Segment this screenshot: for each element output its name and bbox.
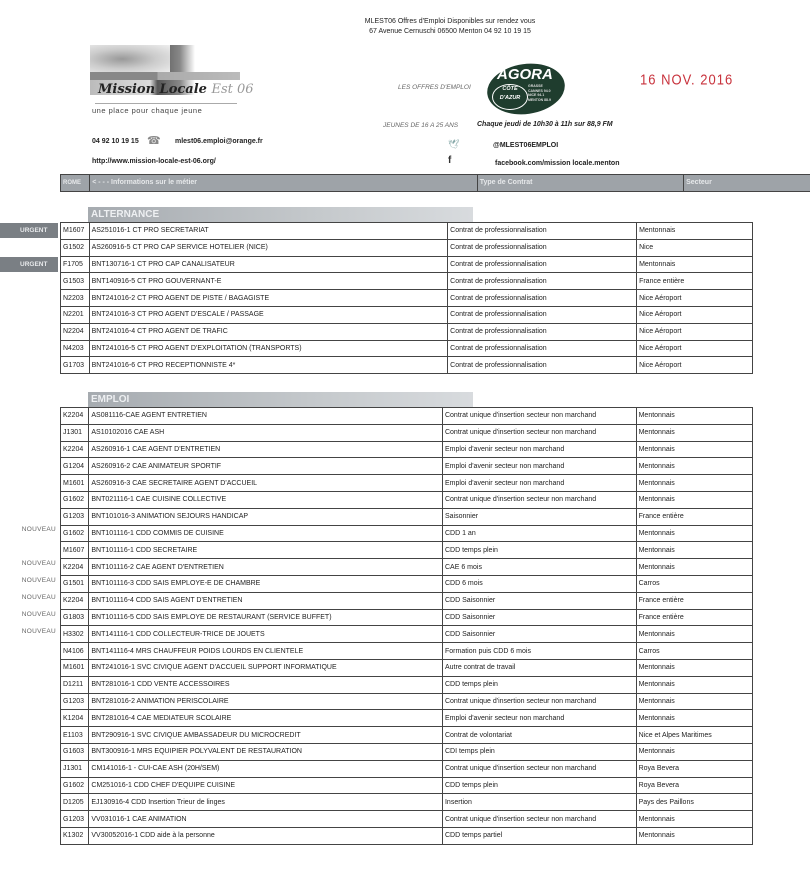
cell-rome: M1601 <box>61 475 89 492</box>
table-row <box>61 340 753 357</box>
phone-icon: ☎ <box>147 135 161 147</box>
cell-contract: Saisonnier <box>442 508 636 525</box>
cell-rome: D1211 <box>61 676 89 693</box>
table-row <box>61 777 753 794</box>
cell-info: AS10102016 CAE ASH <box>89 424 443 441</box>
table-row <box>61 223 753 240</box>
agora-city: GRASSE <box>528 84 543 88</box>
cell-contract: CDI temps plein <box>442 743 636 760</box>
table-row <box>61 542 753 559</box>
table-row <box>61 441 753 458</box>
cell-rome: K2204 <box>61 408 89 425</box>
cell-info: EJ130916-4 CDD Insertion Trieur de linges <box>89 794 443 811</box>
cell-contract: Emploi d'avenir secteur non marchand <box>442 710 636 727</box>
cell-contract: Contrat unique d'insertion secteur non marchand <box>442 760 636 777</box>
table-row <box>61 458 753 475</box>
cell-contract: Emploi d'avenir secteur non marchand <box>442 458 636 475</box>
logo-title <box>98 82 254 97</box>
cell-rome: J1301 <box>61 424 89 441</box>
cell-contract: Formation puis CDD 6 mois <box>442 643 636 660</box>
cell-contract: Contrat unique d'insertion secteur non marchand <box>442 408 636 425</box>
cell-contract: Contrat de volontariat <box>442 727 636 744</box>
cell-info: BNT101016-3 ANIMATION SEJOURS HANDICAP <box>89 508 443 525</box>
logo-photo <box>90 45 170 73</box>
table-row <box>61 710 753 727</box>
table-row <box>61 760 753 777</box>
agora-sub-1: CÔTE <box>502 86 518 92</box>
logo-title-main: Mission Locale <box>98 82 207 97</box>
table-row <box>61 743 753 760</box>
cell-info: CM251016-1 CDD CHEF D'EQUIPE CUISINE <box>89 777 443 794</box>
cell-sector: France entière <box>636 609 752 626</box>
contact-phone: 04 92 10 19 15 <box>92 138 139 145</box>
cell-contract: Insertion <box>442 794 636 811</box>
logo-title-accent: Est 06 <box>211 82 254 97</box>
header-line-2: 67 Avenue Cernuschi 06500 Menton 04 92 10 19 15 <box>369 28 531 35</box>
cell-sector: Mentonnais <box>636 743 752 760</box>
cell-info: BNT141116-4 MRS CHAUFFEUR POIDS LOURDS EN CLIENTELE <box>89 643 443 660</box>
cell-sector: Nice <box>637 239 753 256</box>
agora-cities <box>528 84 551 102</box>
cell-info: AS260916-1 CAE AGENT D'ENTRETIEN <box>89 441 443 458</box>
col-header-contract: Type de Contrat <box>477 175 683 192</box>
table-row <box>61 559 753 576</box>
cell-info: BNT241016-1 SVC CIVIQUE AGENT D'ACCUEIL SUPPORT INFORMATIQUE <box>89 659 443 676</box>
cell-contract: CDD 6 mois <box>442 575 636 592</box>
cell-info: BNT140916-5 CT PRO GOUVERNANT-E <box>89 273 448 290</box>
cell-sector: Mentonnais <box>636 676 752 693</box>
cell-info: BNT101116-4 CDD SAIS AGENT D'ENTRETIEN <box>89 592 443 609</box>
header-row <box>61 175 810 192</box>
cell-info: BNT241016-4 CT PRO AGENT DE TRAFIC <box>89 323 448 340</box>
cell-contract: CDD temps partiel <box>442 827 636 844</box>
cell-sector: Mentonnais <box>636 710 752 727</box>
date-stamp: 16 NOV. 2016 <box>640 71 734 88</box>
logo-band <box>90 72 240 80</box>
cell-rome: G1602 <box>61 491 89 508</box>
cell-contract: Contrat de professionnalisation <box>448 306 637 323</box>
cell-sector: Mentonnais <box>636 811 752 828</box>
contact-email[interactable]: mlest06.emploi@orange.fr <box>175 138 263 145</box>
cell-sector: Mentonnais <box>637 223 753 240</box>
cell-contract: Contrat unique d'insertion secteur non marchand <box>442 811 636 828</box>
cell-rome: N4203 <box>61 340 90 357</box>
cell-contract: CDD Saisonnier <box>442 609 636 626</box>
cell-info: VV031016-1 CAE ANIMATION <box>89 811 443 828</box>
cell-contract: CDD 1 an <box>442 525 636 542</box>
cell-info: AS260916-5 CT PRO CAP SERVICE HOTELIER (NICE) <box>89 239 448 256</box>
table-row <box>61 811 753 828</box>
cell-rome: G1603 <box>61 743 89 760</box>
cell-contract: Contrat de professionnalisation <box>448 239 637 256</box>
cell-sector: Mentonnais <box>636 475 752 492</box>
cell-info: AS251016-1 CT PRO SECRETARIAT <box>89 223 448 240</box>
new-badge: NOUVEAU <box>21 627 56 635</box>
urgent-badge: URGENT <box>0 223 58 238</box>
cell-sector: Mentonnais <box>636 542 752 559</box>
cell-info: BNT101116-5 CDD SAIS EMPLOYE DE RESTAURANT (SERVICE BUFFET) <box>89 609 443 626</box>
cell-contract: CDD Saisonnier <box>442 626 636 643</box>
cell-rome: G1703 <box>61 357 90 374</box>
header-line-1: MLEST06 Offres d'Emploi Disponibles sur rendez vous <box>364 18 536 25</box>
contact-website[interactable]: http://www.mission-locale-est-06.org/ <box>92 158 216 165</box>
cell-info: AS260916-3 CAE SECRETAIRE AGENT D'ACCUEIL <box>89 475 443 492</box>
cell-contract: Contrat de professionnalisation <box>448 357 637 374</box>
new-badge: NOUVEAU <box>21 610 56 618</box>
col-header-rome: ROME <box>61 175 90 192</box>
cell-info: BNT241016-5 CT PRO AGENT D'EXPLOITATION (TRANSPORTS) <box>89 340 448 357</box>
cell-contract: Contrat de professionnalisation <box>448 273 637 290</box>
radio-schedule: Chaque jeudi de 10h30 à 11h sur 88,9 FM <box>477 121 613 128</box>
cell-rome: F1705 <box>61 256 90 273</box>
cell-info: BNT021116-1 CAE CUISINE COLLECTIVE <box>89 491 443 508</box>
cell-info: BNT130716-1 CT PRO CAP CANALISATEUR <box>89 256 448 273</box>
table-row <box>61 357 753 374</box>
logo-rule <box>95 103 237 104</box>
cell-contract: Contrat unique d'insertion secteur non marchand <box>442 693 636 710</box>
twitter-handle[interactable]: @MLEST06EMPLOI <box>493 142 559 149</box>
facebook-icon: f <box>448 155 452 166</box>
cell-rome: G1501 <box>61 575 89 592</box>
cell-contract: Contrat unique d'insertion secteur non marchand <box>442 491 636 508</box>
table-row <box>61 491 753 508</box>
job-table <box>60 407 753 845</box>
table-row <box>61 475 753 492</box>
col-header-sector: Secteur <box>684 175 810 192</box>
new-badge: NOUVEAU <box>21 560 56 568</box>
twitter-bird-icon: 🕊 <box>448 139 460 149</box>
cell-sector: Mentonnais <box>637 256 753 273</box>
cell-contract: Contrat de professionnalisation <box>448 256 637 273</box>
cell-rome: J1301 <box>61 760 89 777</box>
table-row <box>61 794 753 811</box>
cell-info: BNT290916-1 SVC CIVIQUE AMBASSADEUR DU MICROCREDIT <box>89 727 443 744</box>
cell-rome: N4106 <box>61 643 89 660</box>
cell-sector: Mentonnais <box>636 659 752 676</box>
table-row <box>61 609 753 626</box>
table-row <box>61 525 753 542</box>
table-row <box>61 424 753 441</box>
cell-rome: M1607 <box>61 542 89 559</box>
agora-city: MENTON 88.9 <box>528 97 551 102</box>
table-row <box>61 693 753 710</box>
cell-info: BNT300916-1 MRS EQUIPIER POLYVALENT DE RESTAURATION <box>89 743 443 760</box>
cell-rome: G1502 <box>61 239 90 256</box>
table-row <box>61 592 753 609</box>
table-row <box>61 676 753 693</box>
radio-offers-label: LES OFFRES D'EMPLOI <box>398 84 471 91</box>
cell-sector: Nice Aéroport <box>637 290 753 307</box>
urgent-badge: URGENT <box>0 257 58 272</box>
cell-rome: G1803 <box>61 609 89 626</box>
cell-sector: Mentonnais <box>636 559 752 576</box>
cell-rome: G1602 <box>61 777 89 794</box>
cell-info: BNT101116-1 CDD COMMIS DE CUISINE <box>89 525 443 542</box>
cell-rome: N2203 <box>61 290 90 307</box>
cell-info: CM141016-1 - CUI-CAE ASH (20H/SEM) <box>89 760 443 777</box>
cell-sector: Nice Aéroport <box>637 306 753 323</box>
table-row <box>61 408 753 425</box>
cell-sector: Mentonnais <box>636 693 752 710</box>
cell-sector: Mentonnais <box>636 458 752 475</box>
cell-contract: CDD temps plein <box>442 542 636 559</box>
cell-info: BNT281016-2 ANIMATION PERISCOLAIRE <box>89 693 443 710</box>
cell-contract: Emploi d'avenir secteur non marchand <box>442 475 636 492</box>
cell-sector: Nice et Alpes Maritimes <box>636 727 752 744</box>
cell-info: BNT281016-4 CAE MEDIATEUR SCOLAIRE <box>89 710 443 727</box>
cell-rome: K1204 <box>61 710 89 727</box>
cell-sector: Pays des Paillons <box>636 794 752 811</box>
table-row <box>61 727 753 744</box>
cell-sector: Mentonnais <box>636 441 752 458</box>
new-badge: NOUVEAU <box>21 577 56 584</box>
cell-rome: N2201 <box>61 306 90 323</box>
agora-logo-sub <box>492 84 528 110</box>
cell-contract: Contrat unique d'insertion secteur non marchand <box>442 424 636 441</box>
table-row <box>61 508 753 525</box>
cell-info: BNT101116-1 CDD SECRETAIRE <box>89 542 443 559</box>
cell-rome: G1602 <box>61 525 89 542</box>
cell-sector: Mentonnais <box>636 626 752 643</box>
cell-sector: Carros <box>636 575 752 592</box>
cell-sector: Nice Aéroport <box>637 323 753 340</box>
table-row <box>61 827 753 844</box>
cell-contract: Contrat de professionnalisation <box>448 323 637 340</box>
cell-rome: N2204 <box>61 323 90 340</box>
table-row <box>61 575 753 592</box>
cell-rome: G1203 <box>61 811 89 828</box>
cell-sector: Mentonnais <box>636 491 752 508</box>
cell-sector: Roya Bevera <box>636 760 752 777</box>
table-row <box>61 659 753 676</box>
cell-contract: Contrat de professionnalisation <box>448 290 637 307</box>
cell-rome: G1503 <box>61 273 90 290</box>
cell-rome: D1205 <box>61 794 89 811</box>
cell-contract: CDD temps plein <box>442 676 636 693</box>
cell-info: AS081116-CAE AGENT ENTRETIEN <box>89 408 443 425</box>
cell-sector: Mentonnais <box>636 525 752 542</box>
section-title-emploi: EMPLOI <box>88 392 473 407</box>
table-row <box>61 273 753 290</box>
logo-tagline: une place pour chaque jeune <box>92 106 203 115</box>
cell-contract: Contrat de professionnalisation <box>448 340 637 357</box>
section-title-alternance: ALTERNANCE <box>88 207 473 222</box>
cell-contract: CAE 6 mois <box>442 559 636 576</box>
cell-sector: Mentonnais <box>636 827 752 844</box>
table-row <box>61 306 753 323</box>
cell-rome: G1203 <box>61 508 89 525</box>
cell-info: BNT141116-1 CDD COLLECTEUR-TRICE DE JOUETS <box>89 626 443 643</box>
cell-info: BNT241016-6 CT PRO RECEPTIONNISTE 4* <box>89 357 448 374</box>
cell-contract: Autre contrat de travail <box>442 659 636 676</box>
agora-sub-2: D'AZUR <box>499 95 521 101</box>
cell-info: BNT241016-2 CT PRO AGENT DE PISTE / BAGAGISTE <box>89 290 448 307</box>
cell-contract: CDD temps plein <box>442 777 636 794</box>
cell-sector: France entière <box>636 508 752 525</box>
cell-info: BNT281016-1 CDD VENTE ACCESSOIRES <box>89 676 443 693</box>
new-badge: NOUVEAU <box>21 593 56 601</box>
cell-contract: Emploi d'avenir secteur non marchand <box>442 441 636 458</box>
col-header-info: < - - - Informations sur le métier <box>90 175 478 192</box>
cell-rome: K2204 <box>61 559 89 576</box>
cell-rome: H3302 <box>61 626 89 643</box>
cell-info: BNT101116-2 CAE AGENT D'ENTRETIEN <box>89 559 443 576</box>
cell-sector: Roya Bevera <box>636 777 752 794</box>
table-row <box>61 626 753 643</box>
agora-city: CANNES 94.0 <box>528 88 551 93</box>
cell-info: VV30052016-1 CDD aide à la personne <box>89 827 443 844</box>
table-row <box>61 643 753 660</box>
cell-sector: Mentonnais <box>636 424 752 441</box>
agora-logo-name: AGORA <box>497 66 553 83</box>
cell-info: AS260916-2 CAE ANIMATEUR SPORTIF <box>89 458 443 475</box>
cell-sector: France entière <box>637 273 753 290</box>
new-badge: NOUVEAU <box>21 526 56 534</box>
cell-contract: CDD Saisonnier <box>442 592 636 609</box>
cell-rome: E1103 <box>61 727 89 744</box>
cell-rome: G1204 <box>61 458 89 475</box>
table-header <box>60 174 810 192</box>
facebook-link[interactable]: facebook.com/mission locale.menton <box>495 160 620 167</box>
table-row <box>61 323 753 340</box>
cell-sector: Nice Aéroport <box>637 357 753 374</box>
cell-rome: G1203 <box>61 693 89 710</box>
agora-city: NICE 94.1 <box>528 93 545 97</box>
cell-sector: Mentonnais <box>636 408 752 425</box>
cell-sector: Carros <box>636 643 752 660</box>
job-table <box>60 222 753 374</box>
cell-rome: M1601 <box>61 659 89 676</box>
table-row <box>61 290 753 307</box>
cell-info: BNT101116-3 CDD SAIS EMPLOYE-E DE CHAMBRE <box>89 575 443 592</box>
cell-sector: Nice Aéroport <box>637 340 753 357</box>
cell-rome: M1607 <box>61 223 90 240</box>
cell-rome: K2204 <box>61 441 89 458</box>
table-row <box>61 256 753 273</box>
cell-contract: Contrat de professionnalisation <box>448 223 637 240</box>
cell-sector: France entière <box>636 592 752 609</box>
cell-rome: K1302 <box>61 827 89 844</box>
cell-rome: K2204 <box>61 592 89 609</box>
table-row <box>61 239 753 256</box>
cell-info: BNT241016-3 CT PRO AGENT D'ESCALE / PASSAGE <box>89 306 448 323</box>
radio-audience: JEUNES DE 16 A 25 ANS <box>383 122 459 129</box>
